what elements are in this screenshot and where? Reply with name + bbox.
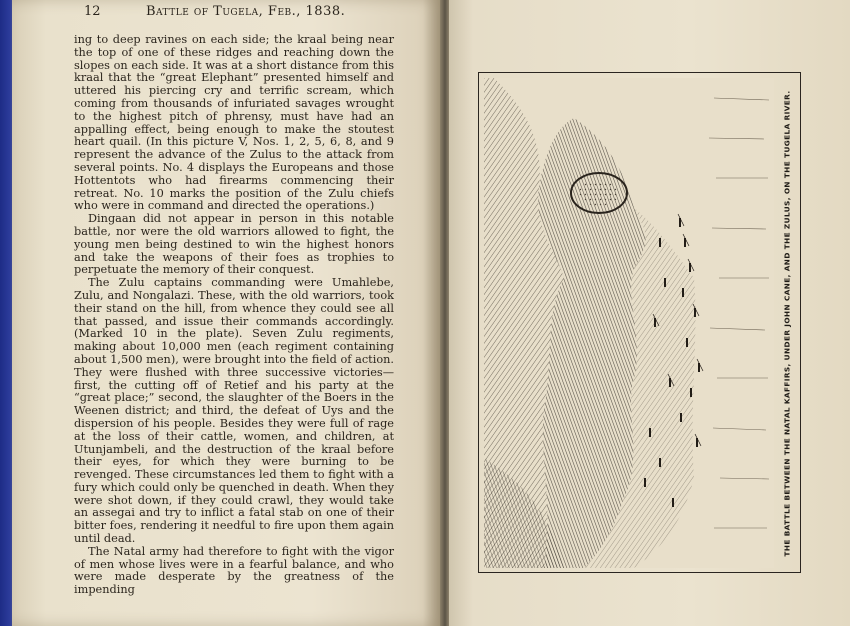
battle-engraving [484, 78, 774, 568]
page-number: 12 [84, 4, 101, 19]
page-header [84, 4, 424, 24]
plate-caption [776, 78, 798, 568]
paragraph-4: The Natal army had therefore to fight with the vigor of men whose lives were in a fearful balance, and who were made desperate by the greatness of the impending [74, 544, 394, 597]
running-head: Battle of Tugela, Feb., 1838. [146, 4, 346, 19]
paragraph-3: The Zulu captains commanding were Umahlebe, Zulu, and Nongalazi. These, with the old warriors, took their stand on the hill, from whence they could see all that passed, and issue their commands accordingly. (Marked 10 in the plate). Seven Zulu regiments, making about 10,000 men (each regiment containing about 1,500 men), were brought into the field of action. They were flushed with three successive victories—first, the cutting off of Retief and his party at the “great place;” second, the slaughter of the Boers in the Weenen district; and third, the defeat of Uys and the dispersion of his people. Besides they were full of rage at the loss of their cattle, women, and children, at Utunjambeli, and the destruction of the kraal before their eyes, for which they were burning to be revenged. These circumstances led them to fight with a fury which could only be quenched in death. When they were shot down, if they could crawl, they would take an assegai and try to inflict a fatal stab on one of their bitter foes, rendering it needful to fire upon them again until dead. [74, 276, 394, 546]
left-page [12, 0, 440, 626]
paragraph-1: ing to deep ravines on each side; the kraal being near the top of one of these ridges and reaching down the slopes on each side. It was at a short distance from this kraal that the “great Elephant” presented himself and uttered his piercing cry and terrific scream, which coming from thousands of infuriated savages wrought to the highest pitch of phrensy, must have had an appalling effect, being enough to make the stoutest heart quail. (In this picture V, Nos. 1, 2, 5, 6, 8, and 9 represent the advance of the Zulus to the attack from several points. No. 4 displays the Europeans and those Hottentots who had firearms commencing their retreat. No. 10 marks the position of the Zulu chiefs who were in command and directed the operations.) [74, 33, 394, 213]
plate-caption-text: THE BATTLE BETWEEN THE NATAL KAFFIRS, UNDER JOHN CANE, AND THE ZULUS, ON THE TUGELA RIVER. [782, 90, 792, 556]
body-text [74, 34, 394, 597]
paragraph-2: Dingaan did not appear in person in this notable battle, nor were the old warriors allowed to fight, the young men being destined to win the highest honors and take the weapons of their foes as trophies to perpetuate the memory of their conquest. [74, 212, 394, 277]
kraal-huts [579, 180, 619, 206]
